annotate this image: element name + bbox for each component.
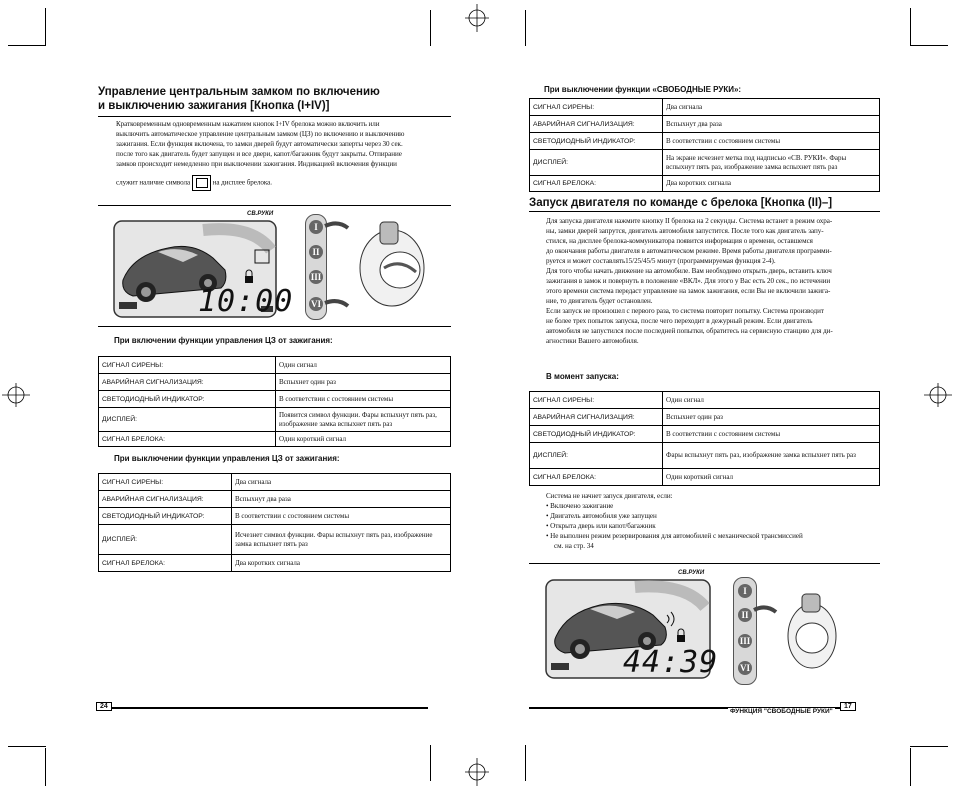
left-off-heading: При выключении функции управления ЦЗ от зажигания: xyxy=(114,454,340,463)
right-conditions: Система не начнет запуск двигателя, если: • Включено зажигание • Двигатель автомобиля уже запущен • Открыта дверь или капот/багажник • Не выполнен режим резервирования для автомобилей с механической трансмиссией см. на стр. 34 xyxy=(546,492,803,550)
left-title: Управление центральным замком по включению и выключению зажигания [Кнопка (I+IV)] xyxy=(98,86,380,112)
hands-free-symbol-icon xyxy=(192,175,211,191)
hand-pressing-icon xyxy=(750,590,850,680)
remote-button-1[interactable]: I xyxy=(738,584,752,598)
remote-button-2[interactable]: II xyxy=(309,245,323,259)
remote-button-2[interactable]: II xyxy=(738,608,752,622)
right-footer-text: ФУНКЦИЯ "СВОБОДНЫЕ РУКИ" xyxy=(730,708,833,715)
right-page-number: 17 xyxy=(840,702,856,711)
remote-button-3[interactable]: III xyxy=(310,272,322,282)
left-display-label: СВ.РУКИ xyxy=(247,211,274,217)
hand-pressing-icon xyxy=(320,218,450,318)
right-title: Запуск двигателя по команде с брелока [Кнопка (II)–] xyxy=(529,197,833,209)
remote-button-6[interactable]: VI xyxy=(739,663,750,673)
left-off-table: СИГНАЛ СИРЕНЫ: Два сигнала АВАРИЙНАЯ СИГНАЛИЗАЦИЯ: Вспыхнут два раза СВЕТОДИОДНЫЙ ИНДИКАТОР: В соответствии с состоянием системы ДИСПЛЕЙ: Исчезнет символ функции. Фары вспыхнут пять раз, изображение замка вспыхнет пять раз СИГНАЛ БРЕЛОКА: Два коротких сигнала xyxy=(98,473,451,572)
left-display-time: 10:00 xyxy=(198,284,294,319)
right-start-table: СИГНАЛ СИРЕНЫ: Один сигнал АВАРИЙНАЯ СИГНАЛИЗАЦИЯ: Вспыхнет один раз СВЕТОДИОДНЫЙ ИНДИКАТОР: В соответствии с состоянием системы ДИСПЛЕЙ: Фары вспыхнут пять раз, изображение замка вспыхнет пять раз СИГНАЛ БРЕЛОКА: Один короткий сигнал xyxy=(529,391,880,486)
remote-button-1[interactable]: I xyxy=(309,220,323,234)
left-page-number: 24 xyxy=(96,702,112,711)
right-start-heading: В момент запуска: xyxy=(546,372,619,381)
left-paragraph: Кратковременным одновременным нажатием кнопок I+IV брелока можно включить или выключить автоматическое управление центральным замком (ЦЗ) по включению и выключению зажигания. Если функция включена, то замки дверей будут автоматически заперты через 30 сек. после того как двигатель будет запущен и все двери, капот/багажник будут закрыты. Отпирание замков происходит немедленно при выключении зажигания. Индикацией включения функции служит наличие символа на дисплее брелока. xyxy=(116,119,452,191)
remote-button-3[interactable]: III xyxy=(739,636,751,646)
remote-button-6[interactable]: VI xyxy=(310,299,321,309)
right-off-heading: При выключении функции «СВОБОДНЫЕ РУКИ»: xyxy=(544,85,742,94)
right-display-time: 44:39 xyxy=(623,645,719,680)
right-paragraph: Для запуска двигателя нажмите кнопку II брелока на 2 секунды. Система встанет в режим охра- ны, замки дверей запрутся, двигатель автомобиля запустится. После того как двигатель запу- стился, на дисплее брелока-коммуникатора появится информация о времени, оставшемся до окончания работы двигателя в автоматическом режиме. Время работы двигателя программи- руется и может составлять15/25/45/5 минут (программируемая функция 2-4). Для того чтобы начать движение на автомобиле. Вам необходимо открыть дверь, вставить ключ зажигания в замок и повернуть в положение «ВКЛ». Для этого у Вас есть 20 сек., по истечении этого времени система передаст управление на замок зажигания, если Вы не включили зажига- ние, то двигатель будет остановлен. Если запуск не произошел с первого раза, то система повторит попытку. Система производит не более трех попыток запуска, после чего переходит в дежурный режим. Если двигатель автомобиля не запустился после последней попытки, обратитесь на сервисную станцию для ди- агностики Вашего автомобиля. xyxy=(546,217,833,345)
left-on-table: СИГНАЛ СИРЕНЫ: Один сигнал АВАРИЙНАЯ СИГНАЛИЗАЦИЯ: Вспыхнет один раз СВЕТОДИОДНЫЙ ИНДИКАТОР: В соответствии с состоянием системы ДИСПЛЕЙ: Появится символ функции. Фары вспыхнут пять раз, изображение замка вспыхнет пять раз СИГНАЛ БРЕЛОКА: Один короткий сигнал xyxy=(98,356,451,447)
right-off-table: СИГНАЛ СИРЕНЫ: Два сигнала АВАРИЙНАЯ СИГНАЛИЗАЦИЯ: Вспыхнут два раза СВЕТОДИОДНЫЙ ИНДИКАТОР: В соответствии с состоянием системы ДИСПЛЕЙ: На экране исчезнет метка под надписью «СВ. РУКИ». Фары вспыхнут пять раз, изображение замка вспыхнет пять раз СИГНАЛ БРЕЛОКА: Два коротких сигнала xyxy=(529,98,880,192)
left-on-heading: При включении функции управления ЦЗ от зажигания: xyxy=(114,336,333,345)
right-display-label: СВ.РУКИ xyxy=(678,570,705,576)
